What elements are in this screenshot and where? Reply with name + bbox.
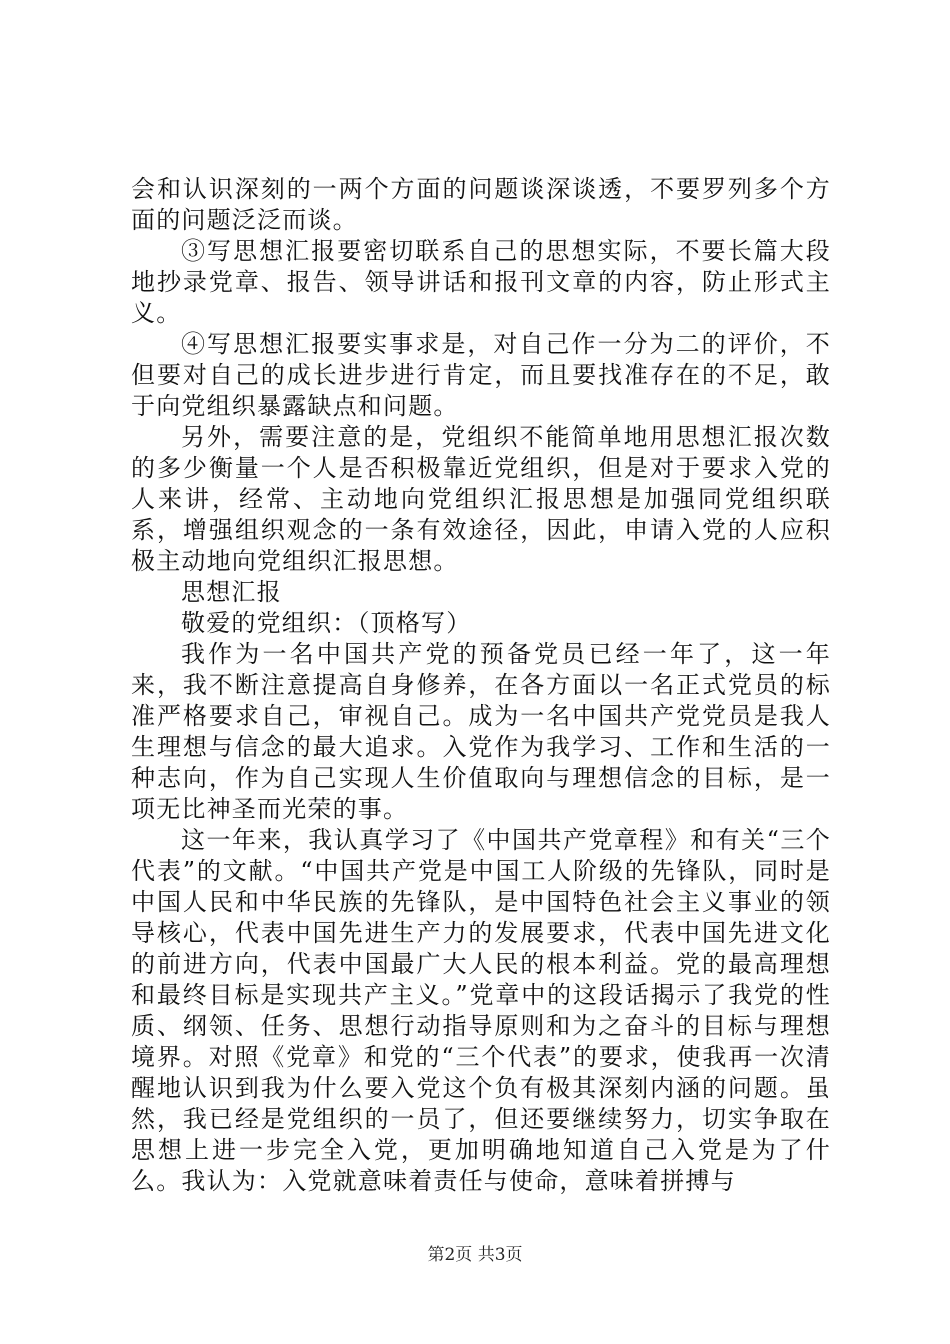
salutation: 敬爱的党组织：（顶格写） — [181, 609, 472, 637]
paragraph-7: 我作为一名中国共产党的预备党员已经一年了，这一年来，我不断注意提高自身修养，在各方面以一名正式党员的标准严格要求自己，审视自己。成为一名中国共产党党员是我人生理想与信念的最大追求。入党作为我学习、工作和生活的一种志向，作为自己实现人生价值取向与理想信念的目标，是一项无比神圣而光荣的事。 — [131, 640, 831, 823]
page-total: 共3页 — [477, 1245, 523, 1265]
document-body — [131, 174, 831, 1197]
paragraph-4: 另外，需要注意的是，党组织不能简单地用思想汇报次数的多少衡量一个人是否积极靠近党组织，但是对于要求入党的人来讲，经常、主动地向党组织汇报思想是加强同党组织联系，增强组织观念的一条有效途径，因此，申请入党的人应积极主动地向党组织汇报思想。 — [131, 423, 831, 575]
page-footer — [0, 1244, 950, 1266]
paragraph-3: ④写思想汇报要实事求是，对自己作一分为二的评价，不但要对自己的成长进步进行肯定，而且要找准存在的不足，敢于向党组织暴露缺点和问题。 — [131, 330, 831, 420]
section-heading: 思想汇报 — [181, 578, 282, 606]
paragraph-1: 会和认识深刻的一两个方面的问题谈深谈透，不要罗列多个方面的问题泛泛而谈。 — [131, 175, 831, 234]
page-number: 第2页 — [427, 1245, 473, 1265]
paragraph-2: ③写思想汇报要密切联系自己的思想实际，不要长篇大段地抄录党章、报告、领导讲话和报刊文章的内容，防止形式主义。 — [131, 237, 831, 327]
paragraph-8: 这一年来，我认真学习了《中国共产党章程》和有关“三个代表”的文献。“中国共产党是中国工人阶级的先锋队，同时是中国人民和中华民族的先锋队，是中国特色社会主义事业的领导核心，代表中国先进生产力的发展要求，代表中国先进文化的前进方向，代表中国最广大人民的根本利益。党的最高理想和最终目标是实现共产主义。”党章中的这段话揭示了我党的性质、纲领、任务、思想行动指导原则和为之奋斗的目标与理想境界。对照《党章》和党的“三个代表”的要求，使我再一次清醒地认识到我为什么要入党这个负有极其深刻内涵的问题。虽然，我已经是党组织的一员了，但还要继续努力，切实争取在思想上进一步完全入党，更加明确地知道自己入党是为了什么。我认为：入党就意味着责任与使命，意味着拼搏与 — [131, 826, 831, 1195]
